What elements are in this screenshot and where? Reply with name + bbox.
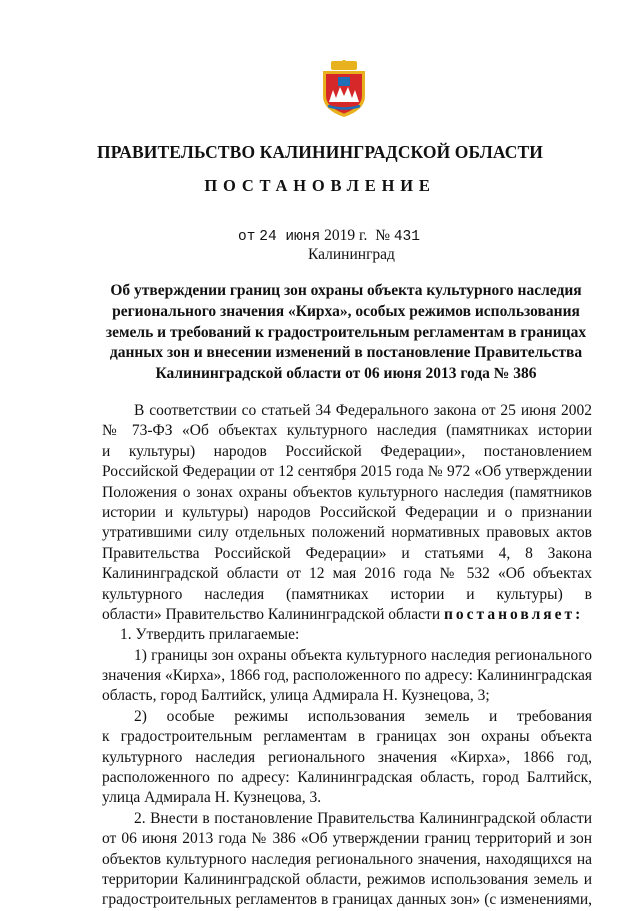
item-2-line: 2. Внести в постановление Правительства Калининградской области [134,809,592,827]
date-from-label: от [238,229,256,245]
body-line: № 73-ФЗ «Об объектах культурного наследия (памятниках истории [102,422,592,440]
decree-date-line [238,227,420,245]
body-line: истории и культуры) народов Российской Федерации и о признании [102,503,592,521]
item-1-2-line: к градостроительным регламентам в границах зон охраны объекта [102,728,592,746]
body-line: и культуры) народов Российской Федерации», постановлением [102,442,592,460]
resolves-word: постановляет: [444,605,584,623]
decree-city: Калининград [308,246,395,263]
item-2-line: объектов культурного наследия регионального значения, находящихся на [102,850,592,868]
body-line: Положения о зонах охраны объектов культурного наследия (памятников [102,483,592,501]
coat-of-arms-icon [319,60,369,118]
item-1: 1. Утвердить прилагаемые: [120,626,300,644]
item-1-2-line: расположенного по адресу: Калининградская область, город Балтийск, [102,769,592,787]
number-label: № [375,227,390,244]
decree-year: 2019 г. [324,227,368,244]
government-name: ПРАВИТЕЛЬСТВО КАЛИНИНГРАДСКОЙ ОБЛАСТИ [97,142,543,162]
item-1-2-line: 2) особые режимы использования земель и требования [134,707,592,725]
body-line: Российской Федерации от 12 сентября 2015 года № 972 «Об утверждении [102,463,592,481]
body-line: В соответствии со статьей 34 Федерального закона от 25 июня 2002 [134,402,592,419]
decree-number: 431 [393,229,420,245]
item-1-1-line: значения «Кирха», 1866 год, расположенного по адресу: Калининградская [102,667,592,685]
decree-title: Об утверждении границ зон охраны объекта культурного наследия регионального значения «Кирха», особых режимов использования земель и требований к градостроительным регламентам в границах данных зон и внесении изменений в постановление Правительства Калининградской области от 06 июня 2013 года № 386 [105,282,587,383]
item-1-2-line: улица Адмирала Н. Кузнецова, 3. [102,789,322,807]
item-1-1-line: область, город Балтийск, улица Адмирала Н. Кузнецова, 3; [102,687,490,705]
item-1-1-line: 1) границы зон охраны объекта культурного наследия регионального [134,646,592,664]
item-1-2-line: культурного наследия регионального значения «Кирха», 1866 год, [102,748,592,766]
preamble-last: области» Правительство Калининградской области [102,605,441,623]
body-line: культурного наследия (памятниках истории и культуры) в [102,585,592,603]
body-line: Калининградской области от 12 мая 2016 года № 532 «Об объектах [102,565,592,583]
item-2-line: территории Калининградской области, режимов использования земель и [102,870,592,888]
body-line-resolves [102,605,592,625]
item-2-line: от 06 июня 2013 года № 386 «Об утверждении границ территорий и зон [102,830,592,848]
decree-body [102,401,592,911]
body-line: утратившими силу отдельных положений нормативных правовых актов [102,524,592,542]
item-2-line: градостроительных регламентов в границах данных зон» (с изменениями, [102,891,592,909]
decree-date: 24 июня [259,229,321,245]
body-line: Правительства Российской Федерации» и статьями 4, 8 Закона [102,544,592,562]
decree-heading: ПОСТАНОВЛЕНИЕ [204,176,436,195]
